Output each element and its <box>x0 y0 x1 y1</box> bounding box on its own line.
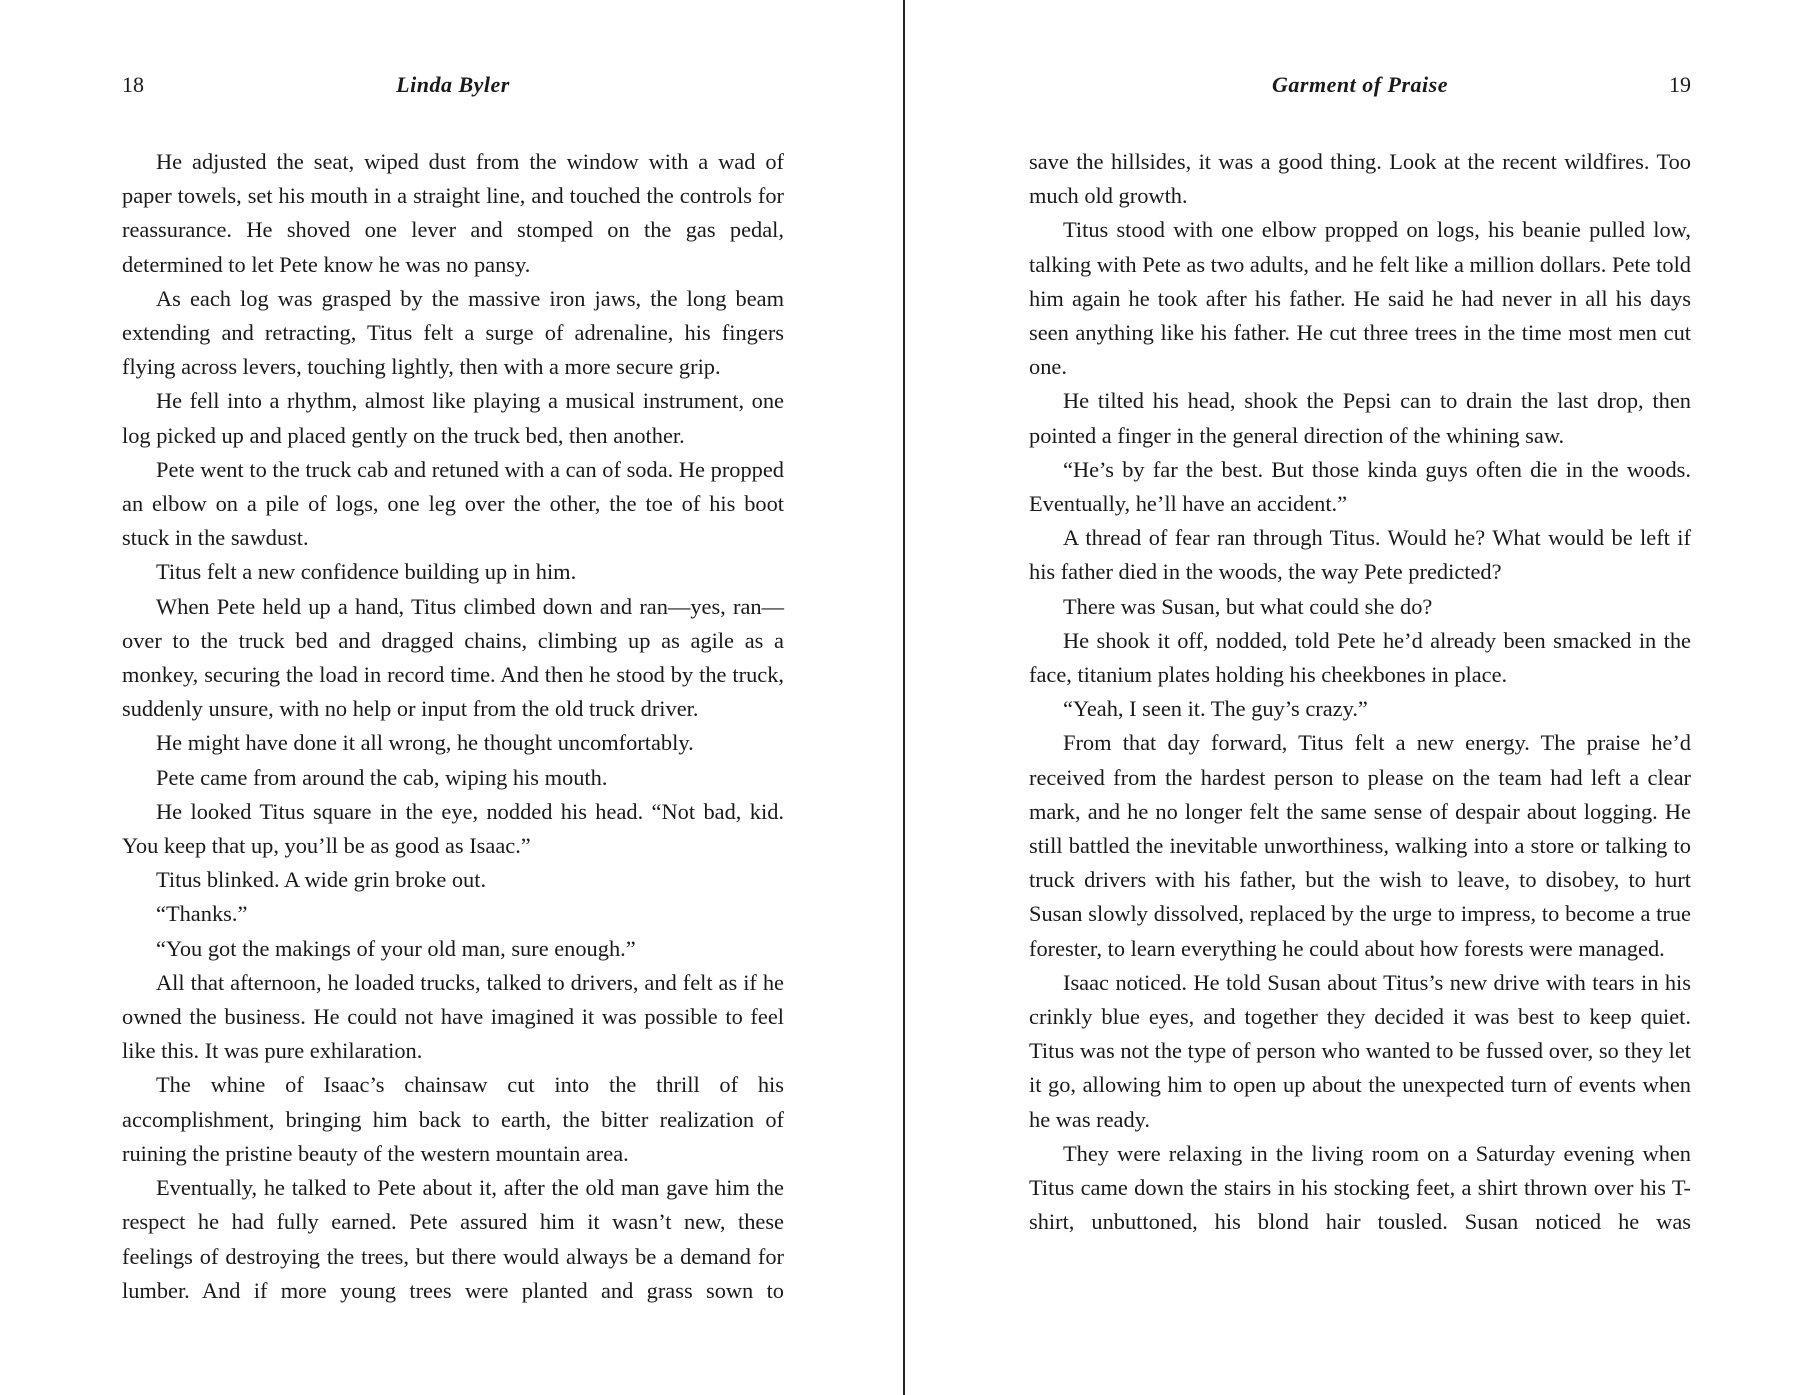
paragraph: He might have done it all wrong, he thought uncomfortably. <box>156 730 694 756</box>
right-page-body <box>1029 145 1691 1240</box>
paragraph: Titus stood with one elbow propped on logs, his beanie pulled low, talking with Pete as two adults, and he felt like a million dollars. Pete told him again he took after his father. He said he had never in all his days seen anything like his father. He cut three trees in the time most men cut one. <box>1029 217 1691 380</box>
paragraph: As each log was grasped by the massive iron jaws, the long beam extending and retracting, Titus felt a surge of adrenaline, his fingers flying across levers, touching lightly, then with a more secure grip. <box>122 285 784 380</box>
paragraph: Pete came from around the cab, wiping his mouth. <box>156 764 608 790</box>
paragraph: “He’s by far the best. But those kinda guys often die in the woods. Eventually, he’ll have an accident.” <box>1029 456 1691 517</box>
paragraph: When Pete held up a hand, Titus climbed down and ran—yes, ran—over to the truck bed and dragged chains, climbing up as agile as a monkey, securing the load in record time. And then he stood by the truck, suddenly unsure, with no help or input from the old truck driver. <box>122 593 784 722</box>
paragraph: Pete went to the truck cab and retuned with a can of soda. He propped an elbow on a pile of logs, one leg over the other, the toe of his boot stuck in the sawdust. <box>122 456 784 551</box>
right-running-head <box>1029 68 1691 102</box>
left-page-body <box>122 145 784 1308</box>
paragraph: He tilted his head, shook the Pepsi can to drain the last drop, then pointed a finger in the general direction of the whining saw. <box>1029 388 1691 448</box>
paragraph: “Thanks.” <box>156 901 248 927</box>
paragraph: He looked Titus square in the eye, nodded his head. “Not bad, kid. You keep that up, you’ll be as good as Isaac.” <box>122 798 784 859</box>
paragraph: From that day forward, Titus felt a new energy. The praise he’d received from the hardest person to please on the team had left a clear mark, and he no longer felt the same sense of despair about logging. He still battled the inevitable unworthiness, walking into a store or talking to truck drivers with his father, but the wish to leave, to disobey, to hurt Susan slowly dissolved, replaced by the urge to impress, to become a true forester, to learn everything he could about how forests were managed. <box>1029 730 1691 961</box>
paragraph: “Yeah, I seen it. The guy’s crazy.” <box>1063 696 1368 722</box>
author-running-head: Linda Byler <box>396 72 510 97</box>
paragraph: Eventually, he talked to Pete about it, after the old man gave him the respect he had fully earned. Pete assured him it wasn’t new, these feelings of destroying the trees, but there would always be a demand for lumber. And if more young trees were planted and grass sown to <box>122 1175 784 1303</box>
paragraph: “You got the makings of your old man, sure enough.” <box>156 935 636 961</box>
left-running-head <box>122 68 784 102</box>
page-number-left: 18 <box>122 72 144 97</box>
paragraph: He shook it off, nodded, told Pete he’d already been smacked in the face, titanium plates holding his cheekbones in place. <box>1029 627 1691 688</box>
book-title-running-head: Garment of Praise <box>1272 72 1448 97</box>
left-page <box>122 0 784 1395</box>
paragraph: save the hillsides, it was a good thing. Look at the recent wildfires. Too much old growth. <box>1029 149 1691 209</box>
paragraph: There was Susan, but what could she do? <box>1063 593 1433 619</box>
page-divider <box>903 0 905 1395</box>
paragraph: They were relaxing in the living room on a Saturday evening when Titus came down the stairs in his stocking feet, a shirt thrown over his T-shirt, unbuttoned, his blond hair tousled. Susan noticed he was <box>1029 1140 1691 1235</box>
paragraph: Titus blinked. A wide grin broke out. <box>156 867 487 893</box>
paragraph: He fell into a rhythm, almost like playing a musical instrument, one log picked up and placed gently on the truck bed, then another. <box>122 388 784 448</box>
paragraph: The whine of Isaac’s chainsaw cut into the thrill of his accomplishment, bringing him back to earth, the bitter realization of ruining the pristine beauty of the western mountain area. <box>122 1072 784 1166</box>
right-page <box>1029 0 1691 1395</box>
paragraph: Titus felt a new confidence building up in him. <box>156 559 577 585</box>
paragraph: A thread of fear ran through Titus. Would he? What would be left if his father died in the woods, the way Pete predicted? <box>1029 525 1691 585</box>
paragraph: Isaac noticed. He told Susan about Titus’s new drive with tears in his crinkly blue eyes, and together they decided it was best to keep quiet. Titus was not the type of person who wanted to be fussed over, so they let it go, allowing him to open up about the unexpected turn of events when he was ready. <box>1029 969 1691 1132</box>
paragraph: He adjusted the seat, wiped dust from the window with a wad of paper towels, set his mouth in a straight line, and touched the controls for reassurance. He shoved one lever and stomped on the gas pedal, determined to let Pete know he was no pansy. <box>122 149 784 277</box>
paragraph: All that afternoon, he loaded trucks, talked to drivers, and felt as if he owned the business. He could not have imagined it was possible to feel like this. It was pure exhilaration. <box>122 969 784 1064</box>
page-number-right: 19 <box>1669 72 1691 97</box>
